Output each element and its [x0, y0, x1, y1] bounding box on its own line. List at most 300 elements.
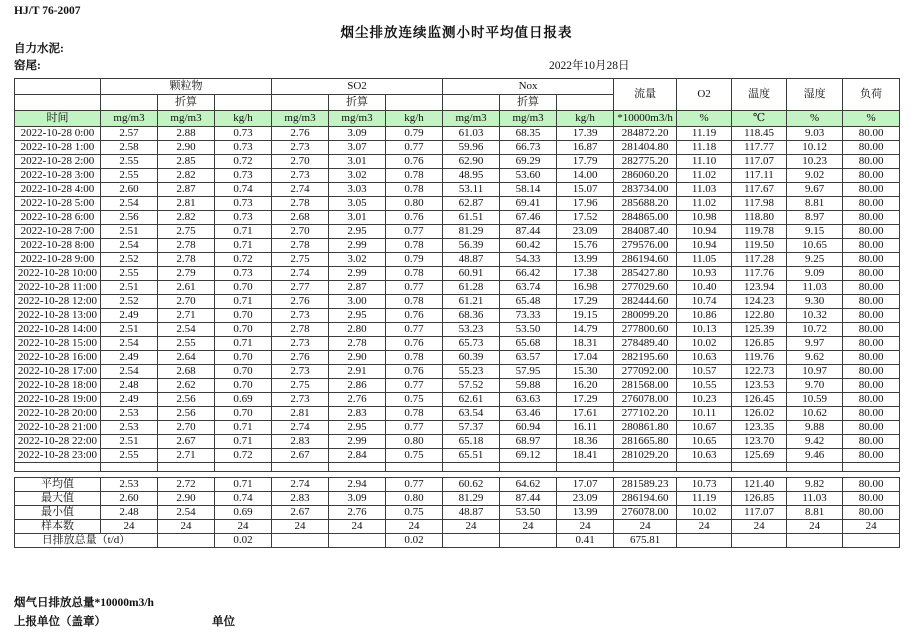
summary-value-cell: 276078.00 [614, 506, 677, 520]
value-cell: 9.42 [787, 435, 843, 449]
time-cell: 2022-10-28 23:00 [15, 449, 101, 463]
value-cell: 58.14 [500, 183, 557, 197]
value-cell: 126.45 [732, 393, 787, 407]
value-cell: 2.48 [101, 379, 158, 393]
daily-total-value-cell [500, 534, 557, 548]
value-cell: 0.70 [215, 365, 272, 379]
value-cell: 2.76 [272, 127, 329, 141]
summary-value-cell: 2.54 [158, 506, 215, 520]
value-cell: 0.72 [215, 155, 272, 169]
value-cell: 10.59 [787, 393, 843, 407]
value-cell: 281568.00 [614, 379, 677, 393]
value-cell: 0.77 [386, 421, 443, 435]
value-cell: 2.55 [101, 449, 158, 463]
value-cell: 123.94 [732, 281, 787, 295]
empty-cell [732, 463, 787, 472]
summary-value-cell: 2.72 [158, 478, 215, 492]
unit-cell: kg/h [557, 111, 614, 127]
corner-cell [15, 79, 101, 95]
value-cell: 0.79 [386, 127, 443, 141]
value-cell: 11.18 [677, 141, 732, 155]
value-cell: 2.95 [329, 225, 386, 239]
value-cell: 123.70 [732, 435, 787, 449]
value-cell: 2.58 [101, 141, 158, 155]
unit-cell: mg/m3 [443, 111, 500, 127]
value-cell: 80.00 [843, 295, 900, 309]
value-cell: 10.98 [677, 211, 732, 225]
value-cell: 15.76 [557, 239, 614, 253]
value-cell: 0.71 [215, 239, 272, 253]
value-cell: 17.52 [557, 211, 614, 225]
value-cell: 2.55 [101, 169, 158, 183]
summary-label: 最小值 [15, 506, 101, 520]
value-cell: 68.36 [443, 309, 500, 323]
time-cell: 2022-10-28 17:00 [15, 365, 101, 379]
value-cell: 2.54 [158, 323, 215, 337]
value-cell: 2.95 [329, 421, 386, 435]
value-cell: 280099.20 [614, 309, 677, 323]
data-row [15, 435, 900, 449]
value-cell: 53.60 [500, 169, 557, 183]
summary-row [15, 520, 900, 534]
value-cell: 2.74 [272, 183, 329, 197]
summary-value-cell: 13.99 [557, 506, 614, 520]
value-cell: 10.40 [677, 281, 732, 295]
value-cell: 0.71 [215, 337, 272, 351]
summary-value-cell: 126.85 [732, 492, 787, 506]
summary-value-cell: 24 [677, 520, 732, 534]
daily-total-label: 日排放总量（t/d） [15, 534, 158, 548]
value-cell: 17.96 [557, 197, 614, 211]
value-cell: 0.76 [386, 155, 443, 169]
data-row [15, 267, 900, 281]
value-cell: 0.76 [386, 309, 443, 323]
value-cell: 53.23 [443, 323, 500, 337]
value-cell: 2.51 [101, 435, 158, 449]
data-row [15, 281, 900, 295]
value-cell: 2.54 [101, 365, 158, 379]
summary-value-cell: 286194.60 [614, 492, 677, 506]
value-cell: 118.80 [732, 211, 787, 225]
value-cell: 2.87 [158, 183, 215, 197]
value-cell: 277029.60 [614, 281, 677, 295]
value-cell: 17.61 [557, 407, 614, 421]
value-cell: 0.73 [215, 141, 272, 155]
value-cell: 2.57 [101, 127, 158, 141]
value-cell: 10.86 [677, 309, 732, 323]
value-cell: 279576.00 [614, 239, 677, 253]
empty-cell [386, 463, 443, 472]
value-cell: 118.45 [732, 127, 787, 141]
value-cell: 11.02 [677, 169, 732, 183]
value-cell: 0.79 [386, 253, 443, 267]
value-cell: 17.39 [557, 127, 614, 141]
value-cell: 80.00 [843, 253, 900, 267]
value-cell: 59.88 [500, 379, 557, 393]
value-cell: 2.70 [272, 225, 329, 239]
daily-total-value-cell: 675.81 [614, 534, 677, 548]
summary-value-cell: 24 [787, 520, 843, 534]
value-cell: 16.87 [557, 141, 614, 155]
value-cell: 16.11 [557, 421, 614, 435]
summary-value-cell: 11.03 [787, 492, 843, 506]
value-cell: 2.67 [158, 435, 215, 449]
value-cell: 3.03 [329, 183, 386, 197]
data-row [15, 323, 900, 337]
daily-total-value-cell [272, 534, 329, 548]
summary-value-cell: 80.00 [843, 506, 900, 520]
summary-row [15, 478, 900, 492]
empty-cell [215, 463, 272, 472]
value-cell: 0.70 [215, 407, 272, 421]
summary-value-cell: 117.07 [732, 506, 787, 520]
value-cell: 10.55 [677, 379, 732, 393]
value-cell: 2.52 [101, 253, 158, 267]
value-cell: 53.50 [500, 323, 557, 337]
value-cell: 122.73 [732, 365, 787, 379]
col-header-flow: 流量 [614, 79, 677, 111]
value-cell: 126.02 [732, 407, 787, 421]
daily-total-row [15, 534, 900, 548]
value-cell: 2.73 [272, 141, 329, 155]
time-cell: 2022-10-28 1:00 [15, 141, 101, 155]
value-cell: 2.76 [272, 295, 329, 309]
value-cell: 277092.00 [614, 365, 677, 379]
unit-cell: mg/m3 [158, 111, 215, 127]
value-cell: 281404.80 [614, 141, 677, 155]
col-header-o2: O2 [677, 79, 732, 111]
value-cell: 10.57 [677, 365, 732, 379]
value-cell: 19.15 [557, 309, 614, 323]
value-cell: 13.99 [557, 253, 614, 267]
value-cell: 2.54 [101, 197, 158, 211]
value-cell: 80.00 [843, 351, 900, 365]
value-cell: 117.67 [732, 183, 787, 197]
value-cell: 2.64 [158, 351, 215, 365]
value-cell: 80.00 [843, 267, 900, 281]
value-cell: 9.09 [787, 267, 843, 281]
value-cell: 9.62 [787, 351, 843, 365]
value-cell: 119.76 [732, 351, 787, 365]
value-cell: 48.95 [443, 169, 500, 183]
value-cell: 2.76 [272, 351, 329, 365]
value-cell: 0.78 [386, 183, 443, 197]
summary-value-cell: 0.69 [215, 506, 272, 520]
daily-total-value-cell: 0.41 [557, 534, 614, 548]
value-cell: 3.02 [329, 253, 386, 267]
data-row [15, 351, 900, 365]
summary-value-cell: 2.76 [329, 506, 386, 520]
value-cell: 2.87 [329, 281, 386, 295]
value-cell: 69.41 [500, 197, 557, 211]
summary-label: 样本数 [15, 520, 101, 534]
summary-value-cell: 2.90 [158, 492, 215, 506]
value-cell: 2.73 [272, 393, 329, 407]
value-cell: 2.61 [158, 281, 215, 295]
data-row [15, 211, 900, 225]
value-cell: 11.02 [677, 197, 732, 211]
time-column-header: 时间 [15, 111, 101, 127]
value-cell: 2.49 [101, 393, 158, 407]
value-cell: 0.76 [386, 211, 443, 225]
value-cell: 2.49 [101, 309, 158, 323]
value-cell: 0.75 [386, 449, 443, 463]
summary-value-cell: 81.29 [443, 492, 500, 506]
summary-value-cell: 10.02 [677, 506, 732, 520]
value-cell: 10.23 [787, 155, 843, 169]
value-cell: 10.94 [677, 225, 732, 239]
value-cell: 17.38 [557, 267, 614, 281]
report-table [14, 78, 900, 548]
value-cell: 65.48 [500, 295, 557, 309]
summary-value-cell: 2.60 [101, 492, 158, 506]
group-particulate: 颗粒物 [101, 79, 272, 95]
value-cell: 9.30 [787, 295, 843, 309]
value-cell: 2.49 [101, 351, 158, 365]
value-cell: 87.44 [500, 225, 557, 239]
value-cell: 0.71 [215, 435, 272, 449]
group-so2: SO2 [272, 79, 443, 95]
value-cell: 0.78 [386, 239, 443, 253]
value-cell: 3.05 [329, 197, 386, 211]
value-cell: 80.00 [843, 239, 900, 253]
value-cell: 282775.20 [614, 155, 677, 169]
value-cell: 60.39 [443, 351, 500, 365]
value-cell: 2.78 [272, 197, 329, 211]
time-cell: 2022-10-28 22:00 [15, 435, 101, 449]
value-cell: 2.83 [272, 435, 329, 449]
value-cell: 2.85 [158, 155, 215, 169]
value-cell: 3.01 [329, 155, 386, 169]
time-cell: 2022-10-28 19:00 [15, 393, 101, 407]
value-cell: 73.33 [500, 309, 557, 323]
value-cell: 60.91 [443, 267, 500, 281]
value-cell: 0.71 [215, 421, 272, 435]
value-cell: 62.90 [443, 155, 500, 169]
page-title: 烟尘排放连续监测小时平均值日报表 [340, 25, 573, 40]
empty-cell [272, 463, 329, 472]
value-cell: 10.02 [677, 337, 732, 351]
value-cell: 0.80 [386, 197, 443, 211]
time-cell: 2022-10-28 12:00 [15, 295, 101, 309]
time-cell: 2022-10-28 4:00 [15, 183, 101, 197]
value-cell: 284872.20 [614, 127, 677, 141]
value-cell: 2.75 [272, 379, 329, 393]
daily-total-value-cell [677, 534, 732, 548]
summary-value-cell: 64.62 [500, 478, 557, 492]
value-cell: 2.78 [329, 337, 386, 351]
empty-cell [15, 463, 101, 472]
value-cell: 117.77 [732, 141, 787, 155]
value-cell: 0.78 [386, 169, 443, 183]
empty-cell [386, 95, 443, 111]
flue-gas-daily-total-note: 烟气日排放总量*10000m3/h [14, 597, 154, 609]
value-cell: 18.36 [557, 435, 614, 449]
value-cell: 9.02 [787, 169, 843, 183]
value-cell: 117.11 [732, 169, 787, 183]
value-cell: 8.97 [787, 211, 843, 225]
value-cell: 125.39 [732, 323, 787, 337]
value-cell: 0.72 [215, 449, 272, 463]
value-cell: 10.13 [677, 323, 732, 337]
value-cell: 57.37 [443, 421, 500, 435]
data-row [15, 449, 900, 463]
value-cell: 2.78 [158, 253, 215, 267]
value-cell: 2.54 [101, 337, 158, 351]
kiln-label: 窑尾: [14, 60, 41, 72]
summary-value-cell: 24 [272, 520, 329, 534]
value-cell: 80.00 [843, 407, 900, 421]
time-cell: 2022-10-28 11:00 [15, 281, 101, 295]
value-cell: 68.97 [500, 435, 557, 449]
value-cell: 10.93 [677, 267, 732, 281]
value-cell: 10.94 [677, 239, 732, 253]
value-cell: 2.95 [329, 309, 386, 323]
value-cell: 126.85 [732, 337, 787, 351]
value-cell: 63.63 [500, 393, 557, 407]
unit-cell: mg/m3 [272, 111, 329, 127]
value-cell: 11.03 [677, 183, 732, 197]
data-row [15, 295, 900, 309]
time-cell: 2022-10-28 20:00 [15, 407, 101, 421]
summary-value-cell: 24 [557, 520, 614, 534]
value-cell: 11.10 [677, 155, 732, 169]
value-cell: 276078.00 [614, 393, 677, 407]
time-cell: 2022-10-28 21:00 [15, 421, 101, 435]
value-cell: 53.11 [443, 183, 500, 197]
empty-cell [787, 463, 843, 472]
value-cell: 117.98 [732, 197, 787, 211]
value-cell: 285427.80 [614, 267, 677, 281]
value-cell: 9.15 [787, 225, 843, 239]
value-cell: 2.82 [158, 211, 215, 225]
summary-value-cell: 24 [500, 520, 557, 534]
value-cell: 62.87 [443, 197, 500, 211]
value-cell: 10.12 [787, 141, 843, 155]
value-cell: 11.19 [677, 127, 732, 141]
value-cell: 0.70 [215, 323, 272, 337]
data-row [15, 183, 900, 197]
summary-value-cell: 60.62 [443, 478, 500, 492]
summary-value-cell: 2.48 [101, 506, 158, 520]
time-cell: 2022-10-28 14:00 [15, 323, 101, 337]
value-cell: 80.00 [843, 197, 900, 211]
value-cell: 2.78 [158, 239, 215, 253]
value-cell: 57.52 [443, 379, 500, 393]
value-cell: 56.39 [443, 239, 500, 253]
value-cell: 10.65 [677, 435, 732, 449]
data-row [15, 253, 900, 267]
summary-label: 最大值 [15, 492, 101, 506]
value-cell: 80.00 [843, 379, 900, 393]
data-row [15, 127, 900, 141]
summary-value-cell: 2.67 [272, 506, 329, 520]
summary-value-cell: 24 [843, 520, 900, 534]
value-cell: 282195.60 [614, 351, 677, 365]
empty-cell [101, 463, 158, 472]
value-cell: 15.07 [557, 183, 614, 197]
daily-total-value-cell [732, 534, 787, 548]
value-cell: 61.51 [443, 211, 500, 225]
value-cell: 0.71 [215, 295, 272, 309]
summary-value-cell: 0.74 [215, 492, 272, 506]
time-cell: 2022-10-28 13:00 [15, 309, 101, 323]
time-cell: 2022-10-28 8:00 [15, 239, 101, 253]
data-row [15, 421, 900, 435]
value-cell: 284087.40 [614, 225, 677, 239]
header-row-units [15, 111, 900, 127]
value-cell: 0.70 [215, 281, 272, 295]
value-cell: 2.55 [158, 337, 215, 351]
value-cell: 80.00 [843, 225, 900, 239]
value-cell: 2.54 [101, 239, 158, 253]
value-cell: 9.70 [787, 379, 843, 393]
value-cell: 0.74 [215, 183, 272, 197]
empty-cell [843, 463, 900, 472]
summary-value-cell: 3.09 [329, 492, 386, 506]
value-cell: 0.77 [386, 141, 443, 155]
report-date: 2022年10月28日 [549, 60, 630, 72]
empty-cell [677, 463, 732, 472]
data-row [15, 155, 900, 169]
data-row [15, 309, 900, 323]
value-cell: 9.46 [787, 449, 843, 463]
value-cell: 10.23 [677, 393, 732, 407]
value-cell: 10.67 [677, 421, 732, 435]
value-cell: 2.56 [101, 211, 158, 225]
value-cell: 0.69 [215, 393, 272, 407]
daily-total-value-cell [787, 534, 843, 548]
value-cell: 80.00 [843, 337, 900, 351]
data-row [15, 225, 900, 239]
spacer-row [15, 463, 900, 472]
summary-value-cell: 87.44 [500, 492, 557, 506]
col-header-humidity: 湿度 [787, 79, 843, 111]
value-cell: 23.09 [557, 225, 614, 239]
value-cell: 119.50 [732, 239, 787, 253]
value-cell: 11.03 [787, 281, 843, 295]
value-cell: 2.70 [158, 421, 215, 435]
header-row-groups [15, 79, 900, 95]
value-cell: 124.23 [732, 295, 787, 309]
value-cell: 3.07 [329, 141, 386, 155]
time-cell: 2022-10-28 2:00 [15, 155, 101, 169]
value-cell: 2.55 [101, 267, 158, 281]
summary-value-cell: 8.81 [787, 506, 843, 520]
value-cell: 3.02 [329, 169, 386, 183]
value-cell: 2.80 [329, 323, 386, 337]
value-cell: 2.68 [158, 365, 215, 379]
empty-cell [158, 463, 215, 472]
value-cell: 2.78 [272, 323, 329, 337]
value-cell: 80.00 [843, 421, 900, 435]
summary-value-cell: 24 [329, 520, 386, 534]
value-cell: 10.11 [677, 407, 732, 421]
value-cell: 0.73 [215, 197, 272, 211]
value-cell: 80.00 [843, 435, 900, 449]
value-cell: 0.76 [386, 337, 443, 351]
value-cell: 284865.00 [614, 211, 677, 225]
converted-label: 折算 [158, 95, 215, 111]
value-cell: 117.07 [732, 155, 787, 169]
value-cell: 14.79 [557, 323, 614, 337]
data-row [15, 197, 900, 211]
value-cell: 61.28 [443, 281, 500, 295]
unit-label: 单位 [212, 616, 235, 628]
summary-value-cell: 23.09 [557, 492, 614, 506]
value-cell: 80.00 [843, 141, 900, 155]
value-cell: 0.70 [215, 351, 272, 365]
